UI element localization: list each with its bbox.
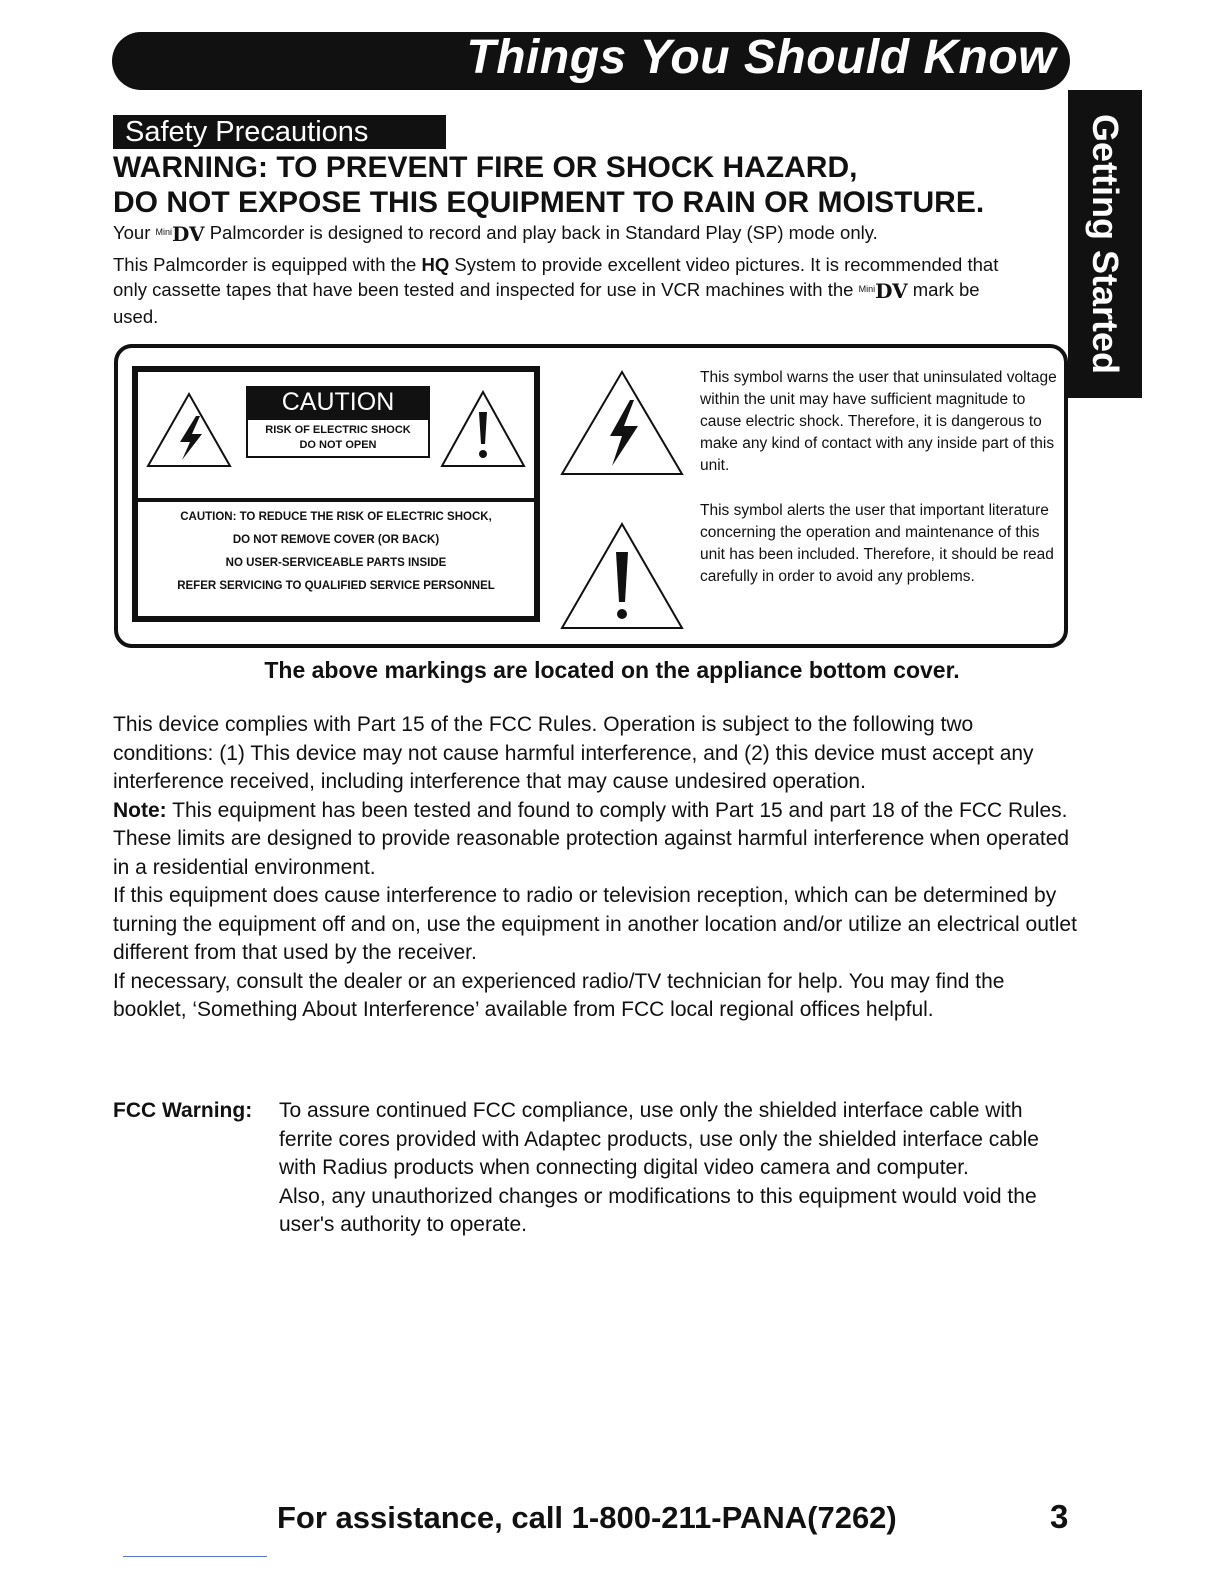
lightning-symbol-description: This symbol warns the user that uninsulated voltage within the unit may have sufficient magnitude to cause electric shock. Therefore, it is dangerous to make any kind of contact with any inside part of this unit. [700,369,1057,474]
exclamation-symbol-icon [560,522,684,630]
caution-divider [138,498,534,502]
note-label: Note: [113,798,167,822]
fcc-paragraph-3: If this equipment does cause interference to radio or television reception, which can be determined by turning the equipment off and on, use the equipment in another location and/or utilize an electrical outlet different from that used by the receiver. [113,884,1077,964]
caution-sub-line-2: DO NOT OPEN [299,439,377,451]
hq-bold: HQ [421,254,450,275]
sp-mode-paragraph [113,220,1013,247]
fcc-warning-label: FCC Warning: [113,1099,253,1122]
side-tab [1068,90,1142,398]
your-word: Your [113,222,151,243]
page-number: 3 [1050,1498,1069,1535]
exclamation-symbol-description: This symbol alerts the user that important literature concerning the operation and maintenance of this unit has been included. Therefore, it should be read carefully in order to avoid any problems. [700,502,1054,585]
fcc-paragraph-1: This device complies with Part 15 of the FCC Rules. Operation is subject to the following two conditions: (1) This device may not cause harmful interference, and (2) this device must accept any interference received, including interference that may cause undesired operation. [113,713,1034,793]
header-banner [112,32,1070,90]
fcc-warning-body [279,1097,1069,1240]
caution-label-panel [132,366,540,622]
caution-line: REFER SERVICING TO QUALIFIED SERVICE PERSONNEL [177,580,495,592]
fcc-paragraph-4: If necessary, consult the dealer or an experienced radio/TV technician for help. You may find the booklet, ‘Something About Interference’ available from FCC local regional offices helpful. [113,969,1005,1021]
fcc-note-paragraph [113,797,1078,883]
note-text: This equipment has been tested and found to comply with Part 15 and part 18 of the FCC Rules. These limits are designed to provide reasonable protection against harmful interference when operated in a residential environment. [113,798,1070,879]
fcc-compliance-text [113,711,1078,1025]
caution-sub-line-1: RISK OF ELECTRIC SHOCK [265,424,411,436]
assistance-footer: For assistance, call 1-800-211-PANA(7262) [277,1500,897,1535]
caution-line: DO NOT REMOVE COVER (OR BACK) [232,534,440,546]
hq-paragraph [113,252,1013,329]
hq-end-text: mark be used. [113,279,980,327]
caution-line: CAUTION: TO REDUCE THE RISK OF ELECTRIC SHOCK, [180,511,492,523]
fcc-warning-paragraph-2: Also, any unauthorized changes or modifications to this equipment would void the user's authority to operate. [279,1184,1037,1236]
minidv-logo: $^{Mini}$DV [155,222,205,246]
footer-rule [123,1556,267,1557]
section-label: Safety Precautions [113,115,446,149]
exclamation-triangle-icon [440,390,526,468]
lightning-symbol-icon [560,370,684,476]
caution-text [138,506,534,598]
warning-heading [113,150,984,220]
lightning-triangle-icon [146,392,232,468]
hq-post-text: System to provide excellent video pictures. It is recommended that only cassette tapes that have been tested and inspected for use in VCR machines with the [113,254,999,300]
sp-mode-text: Palmcorder is designed to record and play back in Standard Play (SP) mode only. [209,222,878,243]
warning-line-2: DO NOT EXPOSE THIS EQUIPMENT TO RAIN OR MOISTURE. [113,186,985,219]
page-title: Things You Should Know [466,31,1056,84]
appliance-note: The above markings are located on the appliance bottom cover. [264,657,960,683]
fcc-warning-paragraph-1: To assure continued FCC compliance, use only the shielded interface cable with ferrite cores provided with Adaptec products, use only the shielded interface cable with Radius products when connecting digital video camera and computer. [279,1099,1039,1179]
side-tab-label: Getting Started [1085,113,1126,375]
caution-line: NO USER-SERVICEABLE PARTS INSIDE [225,557,447,569]
warning-line-1: WARNING: TO PREVENT FIRE OR SHOCK HAZARD, [113,151,858,184]
caution-subtitle [246,418,430,458]
hq-pre-text: This Palmcorder is equipped with the [113,254,417,275]
minidv-logo: $^{Mini}$DV [858,279,908,303]
caution-title: CAUTION [246,386,430,418]
